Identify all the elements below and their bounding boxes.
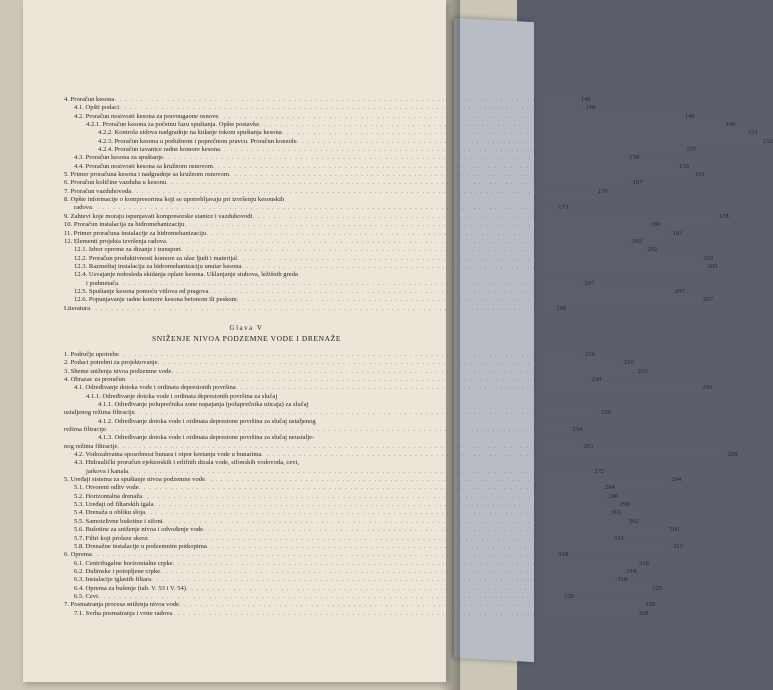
- toc-entry: [64, 296, 713, 304]
- toc-entry: [64, 146, 697, 154]
- toc-entry-page: 325: [652, 584, 663, 592]
- toc-entry-page: 207: [584, 279, 595, 287]
- leader-dots: [179, 601, 637, 609]
- toc-entry-page: 207: [674, 287, 685, 295]
- toc-entry-title: 4.3. Hidraulički proračun ejektorskih i erlifnih dizala vode, sifonskih vodovoda, cevi,: [74, 459, 300, 467]
- toc-entry: [64, 601, 656, 609]
- toc-entry: [64, 434, 429, 442]
- toc-entry: [64, 375, 602, 384]
- table-of-contents: [64, 96, 773, 618]
- toc-entry-title: 4.1. Određivanje dotoka vode i ordinata depresionih površina: [74, 384, 236, 392]
- leader-dots: [135, 409, 593, 417]
- toc-entry-page: 294: [671, 476, 682, 484]
- toc-entry-page: 203: [707, 262, 718, 270]
- toc-entry-page: 159: [679, 162, 690, 170]
- toc-entry: [64, 401, 429, 409]
- toc-entry-page: 151: [747, 129, 758, 137]
- toc-entry-title: 4. Proračun kesona: [64, 96, 115, 103]
- leader-dots: [151, 576, 609, 584]
- toc-entry-title: 6.1. Centrifugalne horizontalne crpke: [74, 559, 173, 567]
- toc-entry: [64, 287, 685, 296]
- leader-dots: [236, 384, 694, 392]
- toc-entry-title: 4. Obrazac za proračun: [64, 375, 126, 383]
- leader-dots: [261, 451, 719, 459]
- toc-entry-title: 5.5. Samoizlivne bušotine i sifoni: [74, 517, 163, 525]
- toc-entry-title: jarkova i kanala: [86, 467, 129, 475]
- toc-entry: [64, 393, 429, 401]
- toc-entry-title: 3. Sheme sniženja nivoa podzemne vode: [64, 367, 172, 375]
- toc-entry-page: 318: [617, 576, 628, 584]
- leader-dots: [252, 213, 710, 221]
- toc-entry: [64, 367, 648, 376]
- toc-entry-page: 230: [600, 409, 611, 417]
- toc-entry-continuation: [64, 467, 605, 476]
- toc-entry-page: 210: [585, 350, 595, 358]
- toc-entry-title: 4.1.3. Određivanje dotoka vode i ordinata depresione površina za slučaj neustalje-: [98, 434, 315, 442]
- toc-entry: [64, 559, 649, 568]
- toc-entry-page: 161: [695, 171, 706, 179]
- toc-entry-page: 210: [623, 359, 634, 367]
- leader-dots: [118, 280, 576, 288]
- leader-dots: [158, 359, 616, 367]
- toc-entry: [64, 459, 429, 467]
- toc-entry-title: 6.5. Cevi: [74, 592, 98, 600]
- toc-entry-page: 178: [718, 212, 729, 220]
- toc-entry-title: 4.2. Vodozahvatna sposobnost bunara i otpor kretanju vode u bunarima: [74, 451, 262, 459]
- toc-entry-title: 5. Primer proračuna kesona i nadgradnje sa kružnom osnovom: [64, 171, 229, 179]
- toc-entry-title: Literatura: [64, 304, 90, 312]
- toc-entry-page: 148: [684, 112, 695, 120]
- toc-entry-title: 5.8. Drenažne instalacije u podzemnim potkopima: [74, 542, 207, 550]
- toc-entry-page: 301: [611, 509, 622, 517]
- toc-entry-title: 5.1. Otvoreni odliv vode: [74, 484, 139, 492]
- toc-entry: [64, 121, 736, 129]
- toc-entry: [64, 418, 429, 426]
- toc-entry: [64, 576, 628, 584]
- toc-entry: [64, 96, 591, 104]
- toc-entry-page: 149: [725, 121, 736, 129]
- toc-entry-title: ustaljenog režima filtracije: [64, 409, 135, 417]
- toc-entry: [64, 534, 624, 543]
- leader-dots: [163, 154, 621, 162]
- toc-entry-page: 167: [632, 179, 643, 187]
- toc-entry-title: 5.3. Uređaji od filtarskih igala: [74, 501, 154, 509]
- toc-entry: [64, 162, 690, 171]
- toc-entry-title: 7. Posmatranja procesa sniženja nivoa vode: [64, 601, 179, 609]
- toc-entry-page: 261: [583, 442, 594, 450]
- leader-dots: [163, 518, 621, 526]
- toc-entry-title: 12.3. Razmeštaj instalacija za hidromehanizaciju unutar kesona: [74, 262, 242, 270]
- toc-entry-page: 296: [608, 492, 619, 500]
- toc-entry: [64, 384, 712, 392]
- toc-entry-title: 5.4. Drenaža u obliku sloja: [74, 509, 146, 517]
- leader-dots: [297, 138, 755, 146]
- toc-entry-title: 6. Oprema: [64, 551, 92, 559]
- leader-dots: [131, 188, 589, 196]
- toc-entry-page: 230: [702, 384, 712, 392]
- toc-entry-page: 158: [629, 154, 640, 162]
- toc-entry-title: 9. Zahtevi koje moraju ispunjavati kompresorske stanice i vazduhovodi: [64, 212, 253, 220]
- toc-entry-title: 4.1.2. Određivanje dotoka vode i ordinata depresione površina za slučaj ustaljenog: [98, 417, 316, 425]
- toc-entry-title: 4.3. Proračun kesona za spuštanje: [74, 154, 163, 162]
- toc-entry: [64, 171, 706, 179]
- leader-dots: [207, 543, 665, 551]
- leader-dots: [92, 551, 550, 559]
- toc-entry: [64, 592, 575, 601]
- toc-entry: [64, 551, 569, 559]
- leader-dots: [205, 476, 663, 484]
- leader-dots: [237, 255, 695, 263]
- toc-entry-title: 12.2. Proračun produktivnosti komore za ulaz ljudi i materijal: [74, 254, 237, 262]
- toc-entry-page: 157: [686, 146, 697, 154]
- leader-dots: [181, 246, 639, 254]
- toc-entry-title: 6.4. Oprema za bušenje (tab. V. 53 i V. 54): [74, 584, 186, 592]
- toc-entry-page: 148: [580, 96, 591, 103]
- toc-entry-title: i podmetača: [86, 279, 119, 287]
- leader-dots: [213, 163, 671, 171]
- toc-entry: [64, 526, 680, 534]
- toc-entry-continuation: [64, 279, 595, 288]
- leader-dots: [119, 351, 577, 359]
- leader-dots: [92, 204, 550, 212]
- toc-entry-page: 298: [619, 501, 630, 509]
- toc-entry: [64, 154, 640, 162]
- toc-entry-page: 269: [727, 451, 738, 459]
- leader-dots: [229, 171, 687, 179]
- toc-entry-title: 4.1.1. Određivanje dotoka vode i ordinata depresionih površina za slučaj: [86, 392, 278, 400]
- toc-entry-page: 328: [645, 601, 656, 609]
- leader-dots: [218, 113, 676, 121]
- toc-entry: [64, 542, 683, 551]
- toc-entry-page: 148: [585, 104, 596, 112]
- toc-entry: [64, 229, 683, 238]
- toc-entry-title: 4.2. Proračun nosivosti kesona za pravougaone osnove: [74, 112, 219, 120]
- leader-dots: [220, 146, 678, 154]
- toc-entry-title: režima filtracije: [64, 426, 106, 434]
- toc-entry: [64, 221, 661, 229]
- toc-entry-title: 12.4. Usvajanje redosleda skidanja oplate kesona. Uklanjanje stubova, ležišnih greda: [74, 271, 298, 279]
- toc-entry: [64, 501, 630, 509]
- toc-entry-page: 230: [591, 375, 602, 383]
- toc-entry: [64, 137, 773, 146]
- toc-entry-continuation: [64, 442, 594, 451]
- toc-entry-title: 12.5. Spuštanje kesona pomoću vitlova od pragova: [74, 287, 209, 295]
- leader-dots: [128, 468, 586, 476]
- leader-dots: [106, 426, 564, 434]
- toc-entry: [64, 246, 658, 254]
- toc-entry-title: 4.4. Proračun nosivosti kesona sa kružnom osnovom: [74, 162, 213, 170]
- toc-entry: [64, 262, 718, 271]
- toc-entry-title: 4.2.3. Proračun kesona u podužnom i poprečnom pravcu. Proračun konzole: [98, 137, 297, 145]
- toc-entry: [64, 350, 595, 359]
- leader-dots: [142, 493, 600, 501]
- toc-entry-page: 302: [628, 517, 639, 525]
- leader-dots: [172, 610, 630, 618]
- toc-entry: [64, 492, 619, 501]
- toc-entry: [64, 129, 758, 137]
- toc-entry: [64, 476, 682, 484]
- toc-entry-title: 12.6. Popunjavanje radne komore kesona betonom ili peskom: [74, 296, 237, 304]
- leader-dots: [114, 96, 572, 104]
- leader-dots: [117, 443, 575, 451]
- toc-entry-title: 4.1.1. Određivanje poluprečnika zone napajanja (poluprečnika uticaja) za slučaj: [98, 401, 309, 408]
- toc-entry-title: 6.2. Dubinske i potopljene crpke: [74, 567, 161, 575]
- toc-entry-title: 2. Podaci potrebni za projektovanje: [64, 359, 158, 367]
- toc-entry-page: 313: [673, 542, 683, 550]
- toc-entry-page: 294: [604, 484, 615, 492]
- toc-entry-title: 4.2.1. Proračun kesona za početnu fazu spuštanja. Opšte postavke: [86, 121, 260, 129]
- toc-entry-page: 318: [558, 551, 569, 559]
- leader-dots: [145, 509, 603, 517]
- leader-dots: [206, 230, 664, 238]
- toc-entry-page: 328: [638, 609, 649, 617]
- toc-entry-page: 202: [647, 246, 658, 254]
- toc-entry-title: 5.7. Filtri koji prolaze skroz: [74, 534, 148, 542]
- leader-dots: [139, 484, 597, 492]
- toc-entry-title: 10. Proračun instalacija za hidromehanizaciju: [64, 221, 185, 229]
- toc-entry-page: 152: [762, 137, 773, 145]
- chapter-heading: Glava V: [229, 323, 264, 332]
- toc-entry-title: 4.2.2. Kontrola zidova nadgradnje na kidanje tokom spuštanja kesona: [98, 129, 282, 137]
- toc-entry-title: 1. Područje upotrebe: [64, 350, 119, 358]
- leader-dots: [203, 526, 661, 534]
- toc-entry-continuation: [64, 426, 583, 434]
- leader-dots: [241, 263, 699, 271]
- toc-entry-page: 207: [703, 296, 713, 304]
- toc-entry-page: 306: [669, 526, 680, 534]
- toc-entry-page: 223: [637, 367, 648, 375]
- toc-entry-title: nog režima filtracije: [64, 442, 118, 450]
- toc-entry: [64, 484, 615, 492]
- toc-entry-page: 234: [572, 426, 583, 434]
- leader-dots: [98, 593, 556, 601]
- toc-entry-page: 311: [614, 534, 624, 542]
- toc-entry: [64, 304, 567, 313]
- leader-dots: [173, 560, 631, 568]
- leader-dots: [237, 296, 695, 304]
- leader-dots: [186, 585, 644, 593]
- toc-entry: [64, 237, 643, 246]
- toc-entry: [64, 179, 643, 187]
- toc-entry: [64, 517, 639, 526]
- leader-dots: [208, 288, 666, 296]
- toc-entry-title: 5.6. Bušotine za sniženje nivoa i odvođenje vode: [74, 526, 204, 534]
- toc-entry-page: 272: [594, 467, 605, 475]
- toc-entry-continuation: [64, 409, 611, 417]
- leader-dots: [282, 129, 740, 137]
- toc-section-groundwater: [64, 350, 738, 618]
- toc-entry: [64, 271, 429, 279]
- toc-entry-title: 11. Primer proračuna instalacije za hidromehanizaciju: [64, 229, 207, 237]
- toc-entry: [64, 112, 695, 121]
- toc-entry-page: 203: [703, 254, 714, 262]
- toc-entry: [64, 104, 596, 112]
- toc-entry-title: 6.3. Instalacije iglastih filtara: [74, 576, 152, 584]
- leader-dots: [259, 121, 717, 129]
- leader-dots: [166, 238, 624, 246]
- toc-section-caissons: [64, 96, 773, 313]
- chapter-title: SNIŽENJE NIVOA PODZEMNE VODE I DRENAŽE: [151, 333, 342, 343]
- toc-entry-title: 6. Proračun količine vazduha u kesonu: [64, 179, 167, 187]
- leader-dots: [153, 501, 611, 509]
- leader-dots: [160, 568, 618, 576]
- toc-entry-title: 12. Elementi projekta izvršenja radova: [64, 237, 166, 245]
- toc-entry: [64, 359, 634, 367]
- toc-entry-page: 318: [638, 559, 649, 567]
- toc-entry-title: 7.1. Svrha posmatranja i vrste radova: [74, 609, 173, 617]
- toc-entry-page: 180: [650, 221, 661, 229]
- leader-dots: [171, 368, 629, 376]
- toc-entry-page: 170: [597, 187, 608, 195]
- toc-entry-page: 208: [556, 304, 567, 312]
- toc-entry-page: 202: [632, 237, 643, 245]
- leader-dots: [125, 376, 583, 384]
- leader-dots: [119, 104, 577, 112]
- toc-entry: [64, 567, 637, 576]
- toc-entry: [64, 212, 729, 221]
- toc-entry-page: 318: [626, 567, 637, 575]
- toc-entry-title: 8. Opšte informacije o kompresorima koji se upotrebljavaju pri izvršenju kesonskih: [64, 196, 285, 204]
- toc-entry-title: 5.2. Horizontalna drenaža: [74, 492, 143, 500]
- toc-entry: [64, 609, 649, 618]
- toc-entry: [64, 451, 738, 459]
- leader-dots: [90, 305, 548, 313]
- toc-entry: [64, 509, 622, 517]
- toc-entry-title: 4.2.4. Proračun tavanice radne komore kesona: [98, 146, 220, 154]
- toc-entry-page: 326: [564, 592, 575, 600]
- toc-entry: [64, 196, 429, 204]
- toc-entry: [64, 254, 714, 263]
- toc-entry-title: radova: [74, 204, 92, 212]
- toc-entry-title: 5. Uređaji sistema za spuštanje nivoa podzemne vode: [64, 476, 205, 484]
- leader-dots: [148, 535, 606, 543]
- toc-entry-page: 193: [672, 229, 683, 237]
- toc-entry-title: 7. Proračun vazduhovoda: [64, 187, 132, 195]
- toc-entry-page: 173: [558, 204, 569, 212]
- leader-dots: [166, 179, 624, 187]
- toc-entry: [64, 584, 663, 593]
- toc-entry-title: 4.1. Opšti podaci: [74, 104, 120, 112]
- toc-entry: [64, 187, 608, 196]
- toc-entry-continuation: [64, 204, 569, 212]
- toc-entry-title: 12.1. Izbor opreme za dizanje i transport: [74, 246, 181, 254]
- leader-dots: [184, 221, 642, 229]
